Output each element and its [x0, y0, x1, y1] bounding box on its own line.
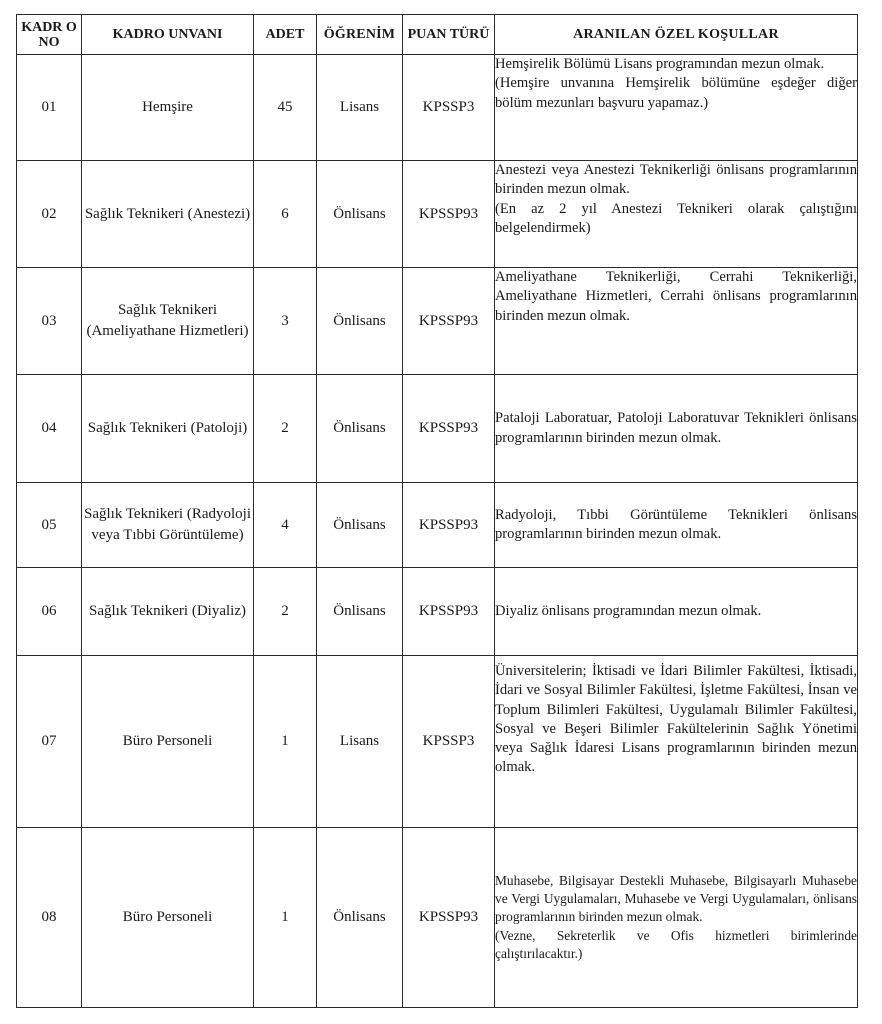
- kosul-text: Üniversitelerin; İktisadi ve İdari Bilimler Fakültesi, İktisadi, İdari ve Sosyal Bilimler Fakültesi, İşletme Fakültesi, İnsan ve Toplum Bilimleri Fakültesi, Uygulamalı Bilimler Fakültesi, Sosyal ve Beşeri Bilimler Fakültelerinin Sağlık Yönetimi veya Sağlık İdaresi Lisans programlarının birinden mezun olmak.: [495, 663, 857, 776]
- table-row: [17, 483, 858, 568]
- header-ozel-kosullar: ARANILAN ÖZEL KOŞULLAR: [495, 15, 858, 55]
- ogrenim-cell: Önlisans: [317, 268, 403, 375]
- table-row: [17, 828, 858, 1008]
- kadro-no-cell: 08: [17, 828, 82, 1008]
- adet-cell: 1: [254, 828, 317, 1008]
- kadro-no-cell: 05: [17, 483, 82, 568]
- ozel-kosul-cell: [495, 483, 858, 568]
- ogrenim-cell: Önlisans: [317, 161, 403, 268]
- puan-turu-cell: KPSSP93: [403, 828, 495, 1008]
- kadro-unvani-cell: Sağlık Teknikeri (Diyaliz): [82, 568, 254, 656]
- kadro-unvani-cell: Sağlık Teknikeri (Patoloji): [82, 375, 254, 483]
- kadro-no-cell: 02: [17, 161, 82, 268]
- puan-turu-cell: KPSSP93: [403, 268, 495, 375]
- kosul-text: Muhasebe, Bilgisayar Destekli Muhasebe, Bilgisayarlı Muhasebe ve Vergi Uygulamaları, Muhasebe ve Vergi Uygulamaları, önlisans programlarının birinden mezun olmak.: [495, 872, 857, 925]
- kadro-no-cell: 03: [17, 268, 82, 375]
- kosul-text: Anestezi veya Anestezi Teknikerliği önlisans programlarının birinden mezun olmak.: [495, 162, 857, 198]
- adet-cell: 45: [254, 55, 317, 161]
- puan-turu-cell: KPSSP93: [403, 375, 495, 483]
- ogrenim-cell: Önlisans: [317, 483, 403, 568]
- kadro-no-cell: 04: [17, 375, 82, 483]
- header-adet: ADET: [254, 15, 317, 55]
- kosul-note: (En az 2 yıl Anestezi Teknikeri olarak çalıştığını belgelendirmek): [495, 200, 857, 236]
- header-puan-turu: PUAN TÜRÜ: [403, 15, 495, 55]
- puan-turu-cell: KPSSP93: [403, 161, 495, 268]
- ogrenim-cell: Lisans: [317, 55, 403, 161]
- table-row: [17, 568, 858, 656]
- ozel-kosul-cell: [495, 161, 858, 268]
- adet-cell: 3: [254, 268, 317, 375]
- kosul-text: Diyaliz önlisans programından mezun olmak.: [495, 602, 762, 619]
- kosul-text: Ameliyathane Teknikerliği, Cerrahi Teknikerliği, Ameliyathane Hizmetleri, Cerrahi önlisans programlarının birinden mezun olmak.: [495, 269, 857, 324]
- kadro-unvani-cell: Sağlık Teknikeri (Radyoloji veya Tıbbi Görüntüleme): [82, 483, 254, 568]
- kadro-unvani-cell: Hemşire: [82, 55, 254, 161]
- table-row: [17, 161, 858, 268]
- table-row: [17, 656, 858, 828]
- adet-cell: 2: [254, 375, 317, 483]
- kosul-note: (Vezne, Sekreterlik ve Ofis hizmetleri birimlerinde çalıştırılacaktır.): [495, 927, 857, 961]
- kosul-text: Hemşirelik Bölümü Lisans programından mezun olmak.: [495, 56, 825, 72]
- kosul-text: Radyoloji, Tıbbi Görüntüleme Teknikleri önlisans programlarının birinden mezun olmak.: [495, 506, 857, 542]
- table-row: [17, 375, 858, 483]
- kadro-no-cell: 07: [17, 656, 82, 828]
- ozel-kosul-cell: [495, 568, 858, 656]
- kosul-text: Pataloji Laboratuar, Patoloji Laboratuvar Teknikleri önlisans programlarının birinden mezun olmak.: [495, 410, 857, 446]
- adet-cell: 2: [254, 568, 317, 656]
- header-kadro-unvani: KADRO UNVANI: [82, 15, 254, 55]
- table-row: [17, 268, 858, 375]
- ozel-kosul-cell: [495, 656, 858, 828]
- header-row: [17, 15, 858, 55]
- puan-turu-cell: KPSSP3: [403, 656, 495, 828]
- adet-cell: 4: [254, 483, 317, 568]
- kadro-table: [16, 14, 858, 1008]
- adet-cell: 1: [254, 656, 317, 828]
- kosul-note: (Hemşire unvanına Hemşirelik bölümüne eşdeğer diğer bölüm mezunları başvuru yapamaz.): [495, 75, 857, 111]
- ogrenim-cell: Önlisans: [317, 568, 403, 656]
- table-row: [17, 55, 858, 161]
- kadro-unvani-cell: Sağlık Teknikeri (Anestezi): [82, 161, 254, 268]
- puan-turu-cell: KPSSP3: [403, 55, 495, 161]
- kadro-unvani-cell: Sağlık Teknikeri (Ameliyathane Hizmetleri): [82, 268, 254, 375]
- kadro-unvani-cell: Büro Personeli: [82, 828, 254, 1008]
- puan-turu-cell: KPSSP93: [403, 568, 495, 656]
- kadro-no-cell: 01: [17, 55, 82, 161]
- kadro-no-cell: 06: [17, 568, 82, 656]
- ozel-kosul-cell: [495, 268, 858, 375]
- adet-cell: 6: [254, 161, 317, 268]
- ozel-kosul-cell: [495, 55, 858, 161]
- header-kadro-no: KADR O NO: [17, 15, 82, 55]
- ogrenim-cell: Lisans: [317, 656, 403, 828]
- header-ogrenim: ÖĞRENİM: [317, 15, 403, 55]
- kadro-unvani-cell: Büro Personeli: [82, 656, 254, 828]
- ozel-kosul-cell: [495, 375, 858, 483]
- ozel-kosul-cell: [495, 828, 858, 1008]
- ogrenim-cell: Önlisans: [317, 375, 403, 483]
- puan-turu-cell: KPSSP93: [403, 483, 495, 568]
- ogrenim-cell: Önlisans: [317, 828, 403, 1008]
